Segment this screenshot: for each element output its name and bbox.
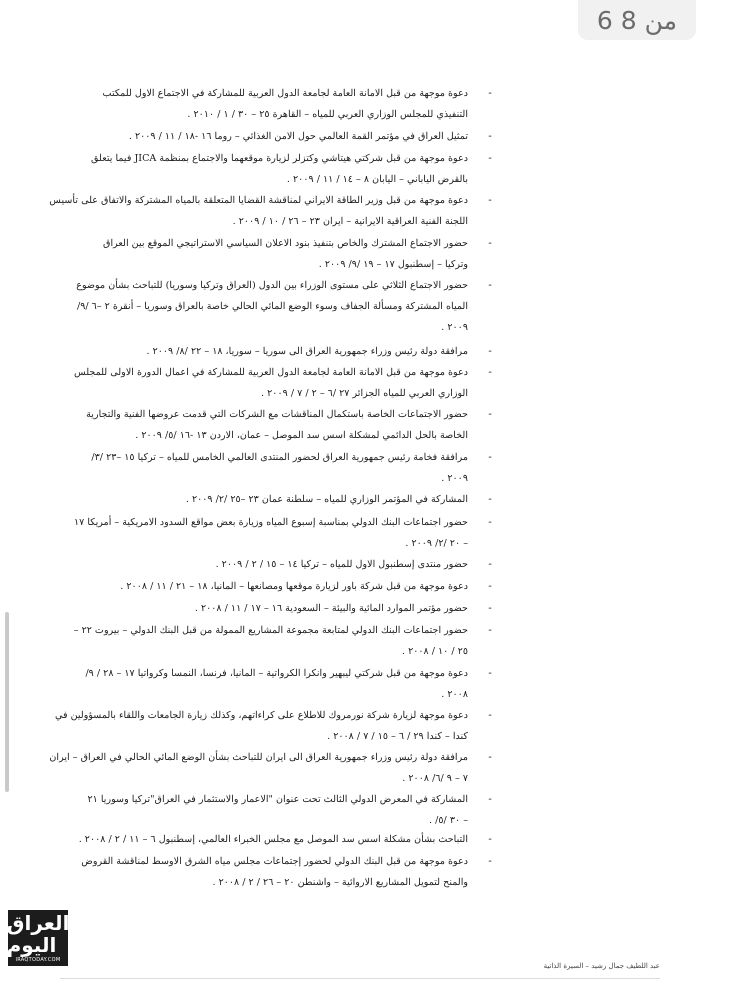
list-item-line: كندا – كندا ٢٩ / ٦ – ١٥ / ٧ / ٢٠٠٨ . xyxy=(327,731,468,742)
list-bullet: - xyxy=(488,710,492,721)
list-item-line: ٢٠٠٩ . xyxy=(441,473,468,484)
list-item-line: دعوة موجهة من قبل شركة باور لزيارة موقعها ومصانعها – المانيا، ١٨ – ٢١ / ١١ / ٢٠٠٨ . xyxy=(120,581,468,592)
list-item-line: مرافقة فخامة رئيس جمهورية العراق لحضور المنتدى العالمي الخامس للمياه – تركيا ١٥ –٢٣ /٣/ xyxy=(91,452,468,463)
list-bullet: - xyxy=(488,280,492,291)
list-bullet: - xyxy=(488,346,492,357)
list-item-line: ٢٠٠٨ . xyxy=(441,689,468,700)
list-item-line: حضور الاجتماعات الخاصة باستكمال المناقشات مع الشركات التي قدمت عروضها الفنية والتجارية xyxy=(86,409,468,420)
list-bullet: - xyxy=(488,238,492,249)
list-item-line: المشاركة في المعرض الدولي الثالث تحت عنوان "الاعمار والاستثمار في العراق"تركيا وسوريا ٢١ xyxy=(87,794,468,805)
list-item-line: الخاصة بالحل الدائمي لمشكلة اسس سد الموصل – عمان، الاردن ١٣ -١٦ /٥/ ٢٠٠٩ . xyxy=(135,430,468,441)
list-item-line: حضور منتدى إسطنبول الاول للمياه – تركيا ١٤ – ١٥ / ٢ / ٢٠٠٩ . xyxy=(215,559,468,570)
list-item-line: بالقرض الياباني – اليابان ٨ – ١٤ / ١١ / ٢٠٠٩ . xyxy=(286,174,468,185)
list-bullet: - xyxy=(488,131,492,142)
list-item-line: حضور مؤتمر الموارد المائية والبيئة – السعودية ١٦ – ١٧ / ١١ / ٢٠٠٨ . xyxy=(194,603,468,614)
list-item-line: مرافقة دولة رئيس وزراء جمهورية العراق الى ايران للتباحث بشأن الوضع المائي الحالي في العراق – ايران xyxy=(49,752,468,763)
list-bullet: - xyxy=(488,559,492,570)
list-item-line: الوزاري العربي للمياه الجزائر ٢٧ /٦ – ٢ / ٧ / ٢٠٠٩ . xyxy=(261,388,468,399)
list-item-line: حضور الاجتماع الثلاثي على مستوى الوزراء بين الدول (العراق وتركيا وسوريا) للتباحث بشأن موضوع xyxy=(76,280,468,291)
list-item-line: دعوة موجهة من قبل شركتي ليبهير وانكرا الكرواتية – المانيا، فرنسا، النمسا وكرواتيا ١٧ – ٢٨ / ٩/ xyxy=(85,668,468,679)
document-body xyxy=(40,0,492,1000)
list-bullet: - xyxy=(488,195,492,206)
list-item-line: دعوة موجهة من قبل البنك الدولي لحضور إجتماعات مجلس مياه الشرق الاوسط لمناقشة القروض xyxy=(81,856,468,867)
page-indicator: 6 من 8 xyxy=(578,0,696,40)
list-item-line: دعوة موجهة من قبل الامانة العامة لجامعة الدول العربية للمشاركة في الاجتماع الاول للمكتب xyxy=(102,88,468,99)
list-bullet: - xyxy=(488,856,492,867)
list-item-line: – ٢٠ /٢/ ٢٠٠٩ . xyxy=(405,538,468,549)
list-bullet: - xyxy=(488,494,492,505)
scrollbar[interactable] xyxy=(5,612,9,792)
list-bullet: - xyxy=(488,517,492,528)
list-bullet: - xyxy=(488,153,492,164)
logo-mark: العراق اليوم xyxy=(6,911,70,957)
list-item-line: تمثيل العراق في مؤتمر القمة العالمي حول الامن الغذائي – روما ١٦ -١٨ / ١١ / ٢٠٠٩ . xyxy=(128,131,468,142)
list-item-line: حضور اجتماعات البنك الدولي لمتابعة مجموعة المشاريع الممولة من قبل البنك الدولي – بيروت ٢٢ – xyxy=(73,625,468,636)
list-bullet: - xyxy=(488,834,492,845)
list-item-line: مرافقة دولة رئيس وزراء جمهورية العراق الى سوريا – سوريا، ١٨ – ٢٢ /٨/ ٢٠٠٩ . xyxy=(146,346,468,357)
list-item-line: وتركيا – إسطنبول ١٧ – ١٩ /٩/ ٢٠٠٩ . xyxy=(318,259,468,270)
list-item-line: والمنح لتمويل المشاريع الاروائية – واشنطن ٢٠ – ٢٦ / ٢ / ٢٠٠٨ . xyxy=(212,877,468,888)
list-item-line: دعوة موجهة من قبل شركتي هيتاشي وكتزلر لزيارة موقعهما والاجتماع بمنظمة JICA فيما يتعلق xyxy=(91,153,468,164)
logo-url: IRAQTODAY.COM xyxy=(15,957,61,963)
list-bullet: - xyxy=(488,409,492,420)
list-item-line: التنفيذي للمجلس الوزاري العربي للمياه – القاهرة ٢٥ – ٣٠ / ١ / ٢٠١٠ . xyxy=(187,109,468,120)
list-item-line: التباحث بشأن مشكلة اسس سد الموصل مع مجلس الخبراء العالمي، إسطنبول ٦ – ١١ / ٢ / ٢٠٠٨ . xyxy=(78,834,468,845)
list-item-line: دعوة موجهة من قبل وزير الطاقة الايراني لمناقشة القضايا المتعلقة بالمياه المشتركة والاتفاق على تأسيس xyxy=(49,195,468,206)
list-bullet: - xyxy=(488,752,492,763)
list-item-line: ٢٥ / ١٠ / ٢٠٠٨ . xyxy=(401,646,468,657)
list-item-line: المياه المشتركة ومسألة الجفاف وسوء الوضع المائي الحالي خاصة بالعراق وسوريا – أنقرة ٢ –٦ /٩/ xyxy=(76,301,468,312)
list-bullet: - xyxy=(488,367,492,378)
list-bullet: - xyxy=(488,452,492,463)
list-item-line: حضور اجتماعات البنك الدولي بمناسبة إسبوع المياه وزيارة بعض مواقع السدود الامريكية – أمريكا ١٧ xyxy=(74,517,468,528)
list-bullet: - xyxy=(488,794,492,805)
page-footer: عبد اللطيف جمال رشيد – السيرة الذاتية xyxy=(543,962,660,970)
list-item-line: المشاركة في المؤتمر الوزاري للمياه – سلطنة عمان ٢٣ –٢٥ /٢/ ٢٠٠٩ . xyxy=(185,494,468,505)
list-item-line: دعوة موجهة من قبل الامانة العامة لجامعة الدول العربية للمشاركة في اعمال الدورة الاولى للمجلس xyxy=(73,367,468,378)
list-item-line: دعوة موجهة لزيارة شركة نورمروك للاطلاع على كراءاتهم، وكذلك زيارة الجامعات واللقاء بالمسؤولين في xyxy=(54,710,468,721)
list-item-line: اللجنة الفنية العراقية الايرانية – ايران ٢٣ – ٢٦ / ١٠ / ٢٠٠٩ . xyxy=(232,216,468,227)
list-item-line: ٢٠٠٩ . xyxy=(441,322,468,333)
list-item-line: – ٣٠ /٥/ . xyxy=(429,815,468,826)
list-bullet: - xyxy=(488,88,492,99)
list-bullet: - xyxy=(488,625,492,636)
list-bullet: - xyxy=(488,581,492,592)
footer-divider xyxy=(60,978,660,979)
site-logo xyxy=(8,910,68,966)
list-item-line: حضور الاجتماع المشترك والخاص بتنفيذ بنود الاعلان السياسي الاستراتيجي الموقع بين العراق xyxy=(103,238,468,249)
list-item-line: ٧ – ٩ /٦/ ٢٠٠٨ . xyxy=(402,773,468,784)
list-bullet: - xyxy=(488,603,492,614)
list-bullet: - xyxy=(488,668,492,679)
